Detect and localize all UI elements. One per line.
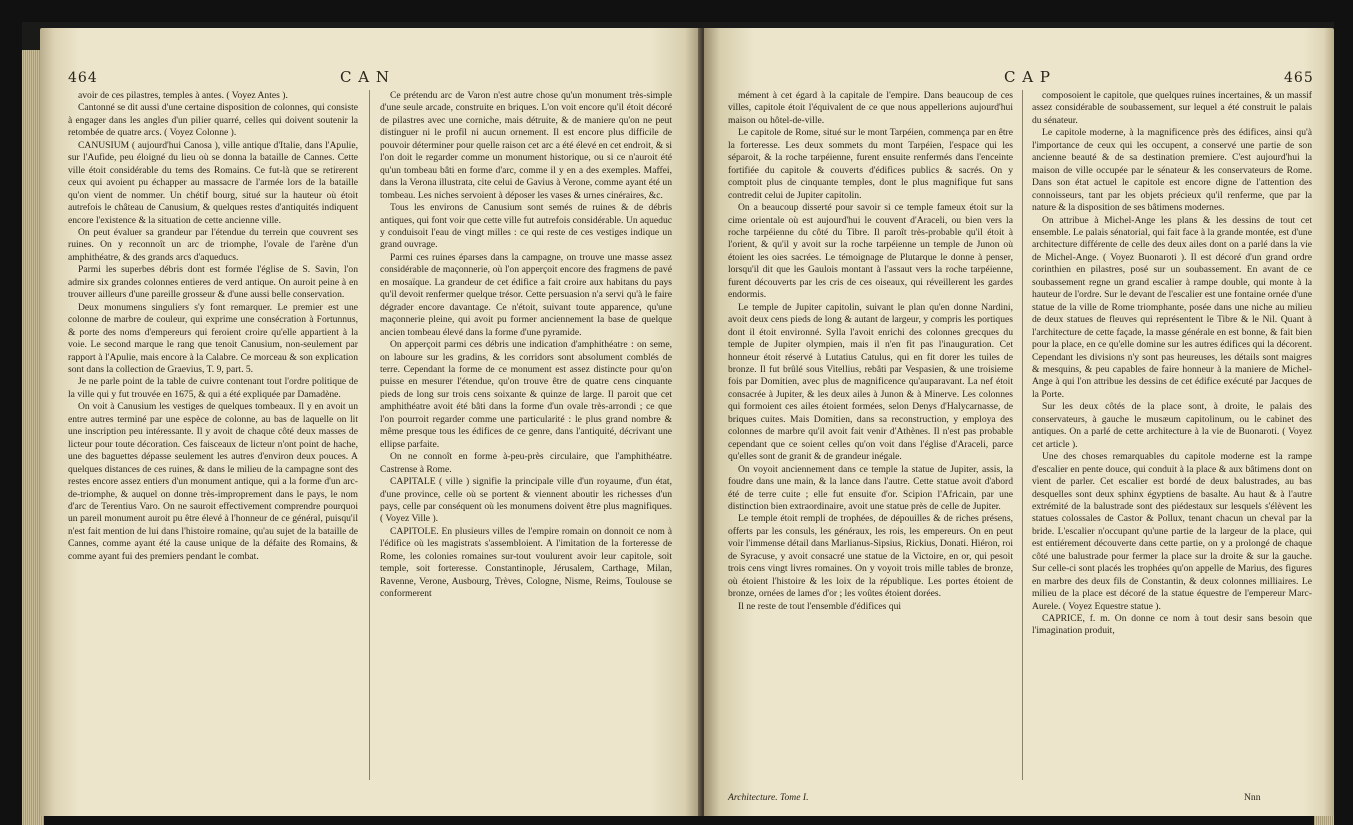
paragraph: composoient le capitole, que quelques ruines incertaines, & un massif assez considérable de soubassement, sur lequel a été construit le palais du sénateur. <box>1032 90 1312 126</box>
paragraph: Tous les environs de Canusium sont semés de ruines & de débris antiques, qui font voir que cette ville fut autrefois considérable. Un aqueduc y conduisoit l'eau de vingt milles : ce qui reste de ces vestiges indique un grand ouvrage. <box>380 202 672 251</box>
paragraph: On a beaucoup disserté pour savoir si ce temple fameux étoit sur la cime orientale où est aujourd'hui le couvent d'Araceli, ou bien vers la roche tarpéienne du côté du Tibre. Il paroît très-probable qu'il étoit à l'orient, & qu'il y avoit sur la roche tarpéienne un temple de Junon où étoient les oies sacrées. Le témoignage de Plutarque le donne à penser, lorsqu'il dit que les Gaulois montant à l'assaut vers la roche tarpéienne, furent découverts par les cris de ces oiseaux, qui réveillerent les gardes endormis. <box>728 202 1013 301</box>
right-page <box>704 28 1334 816</box>
paragraph: Le temple étoit rempli de trophées, de dépouilles & de riches présens, offerts par les consuls, les généraux, les rois, les empereurs. On en peut voir l'immense détail dans Marlianus-Sipsius, Rickius, Donati. Hiéron, roi de Syracuse, y avoit consacré une statue de la Victoire, en or, qui pesoit trois cens vingt livres romaines. On y voyoit trois mille tables de bronze, où étoient l'histoire & les loix de la république. Les portes étoient de bronze, ornées de lames d'or ; les voûtes étoient dorées. <box>728 513 1013 600</box>
paragraph: Parmi les superbes débris dont est formée l'église de S. Savin, l'on admire six grandes colonnes entieres de verd antique. On auroit peine à en trouver ailleurs d'une pareille grosseur & d'une aussi belle conservation. <box>68 264 358 301</box>
footer-signature: Architecture. Tome I. <box>728 792 809 803</box>
paragraph: Il ne reste de tout l'ensemble d'édifices qui <box>738 600 902 612</box>
right-page-number: 465 <box>1284 70 1314 86</box>
paragraph: CAPITOLE. En plusieurs villes de l'empire romain on donnoit ce nom à l'édifice où les magistrats s'assembloient. A l'imitation de la forteresse de Rome, les colonies romaines sur-tout voulurent avoir leur capitole, soit temple, soit forteresse. Constantinople, Jérusalem, Carthage, Milan, Ravenne, Verone, Ausbourg, Trèves, Cologne, Nisme, Reims, Toulouse se conformerent <box>380 525 672 600</box>
paragraph: Ce prétendu arc de Varon n'est autre chose qu'un monument très-simple d'une seule arcade, construite en briques. L'on voit encore qu'il étoit décoré de pilastres avec une corniche, mais détruite, & de maniere qu'on ne peut distinguer ni le profil ni aucun ornement. Il est encore plus difficile de pouvoir déterminer pour quelle raison cet arc a été élevé en cet endroit, & si l'on doit le regarder comme un monument historique, ou si ce n'auroit été qu'un tombeau bâti en forme d'arc, comme il y en a des exemples. Maffei, dans la Verona illustrata, cite celui de Gavius à Verone, comme ayant été un tombeau. Les niches servoient à déposer les vases & urnes cinéraires, &c. <box>380 90 672 201</box>
left-page <box>40 28 702 816</box>
paragraph: Le temple de Jupiter capitolin, suivant le plan qu'en donne Nardini, avoit deux cens pieds de long & autant de largeur, y compris les portiques dont il étoit environné. Sylla l'avoit enrichi des colonnes grecques du temple de Jupiter olympien, mais il n'en fit pas l'inauguration. Cet honneur étoit réservé à Lutatius Catulus, qui en fit dorer les tuiles de bronze. Il fut brûlé sous Vitellius, rebâti par Vespasien, & une troisieme fois par Domitien, avec plus de magnificence qu'auparavant. La nef étoit consacrée à Jupiter, & les deux ailes à Junon & à Minerve. Les colonnes qui formoient ces ailes étoient formées, selon Denys d'Halycarnasse, de briques cuites. Mais Domitien, dans sa reconstruction, y employa des colonnes de marbre qu'il avoit fait venir d'Athènes. Il n'est pas probable cependant que ce soient celles qu'on voit dans l'église d'Araceli, parce qu'elles sont de granit & de grandeur inégale. <box>728 301 1013 463</box>
right-column-2 <box>1032 90 1312 790</box>
column-rule <box>1022 90 1023 780</box>
paragraph: Cantonné se dit aussi d'une certaine disposition de colonnes, qui consiste à engager dans les angles d'un pilier quarré, celles qui doivent soutenir la retombée de quatre arcs. ( Voyez Colonne ). <box>68 102 358 139</box>
paragraph: On apperçoit parmi ces débris une indication d'amphithéatre : on seme, on laboure sur les gradins, & les corridors sont absolument comblés de terre. Cependant la forme de ce monument est assez distincte pour qu'on puisse en mesurer l'étendue, qu'on trouve être de quatre cens cinquante pieds de long sur trois cens soixante & quinze de large. Il paroit que cet amphithéatre avoit été bâti dans la forme d'un ovale très-arrondi ; ce que l'on pourroit regarder comme une particularité : le plus grand nombre & même presque tous les édifices de ce genre, dans l'antiquité, décrivant une ellipse parfaite. <box>380 339 672 450</box>
paragraph: Je ne parle point de la table de cuivre contenant tout l'ordre politique de la ville qui y fut trouvée en 1675, & qui a été expliquée par Damadène. <box>68 376 358 400</box>
left-column-2 <box>380 90 672 790</box>
right-running-head: C A P <box>1004 68 1051 86</box>
paragraph: CAPRICE, f. m. On donne ce nom à tout desir sans besoin que l'imagination produit, <box>1032 613 1312 637</box>
left-column-1 <box>68 90 358 790</box>
paragraph: Le capitole moderne, à la magnificence près des édifices, ainsi qu'à l'importance de ceux qui les occupent, a conservé une partie de son ancienne beauté & de sa destination premiere. C'est aujourd'hui la maison de ville occupée par le sénateur & les conservateurs de Rome. Dans son état actuel le capitole est encore digne de l'attention des connoisseurs, tant par les objets précieux qu'il renferme, que par la nature & la disposition de ses bâtimens modernes. <box>1032 127 1312 214</box>
paragraph: On peut évaluer sa grandeur par l'étendue du terrein que couvrent ses ruines. On y reconnoît un arc de triomphe, l'ovale de l'arène d'un amphithéatre, & des grands arcs d'aqueducs. <box>68 226 358 263</box>
paragraph: Parmi ces ruines éparses dans la campagne, on trouve une masse assez considérable de maçonnerie, où l'on apperçoit encore des fragmens de pavé en mosaïque. La grandeur de cet édifice a fait croire aux habitans du pays qu'il devoit renfermer quelque trésor. Cette persuasion n'a servi qu'à le faire dégrader encore davantage. Ce n'étoit, suivant toute apparence, qu'une maçonnerie pleine, qui avoit pu former anciennement la base de quelque ancien tombeau élevé dans la forme d'une pyramide. <box>380 251 672 338</box>
paragraph: avoir de ces pilastres, temples à antes. ( Voyez Antes ). <box>78 90 288 101</box>
paragraph: CAPITALE ( ville ) signifie la principale ville d'un royaume, d'un état, d'une province, celle où se portent & viennent aboutir les richesses d'un pays, celle par conséquent où les monumens doivent être plus magnifiques. ( Voyez Ville ). <box>380 476 672 525</box>
footer-gathering-mark: Nnn <box>1244 792 1261 803</box>
column-rule <box>369 90 370 780</box>
left-page-number: 464 <box>68 70 98 86</box>
paragraph: On ne connoît en forme à-peu-près circulaire, que l'amphithéatre. Castrense à Rome. <box>380 451 672 475</box>
left-running-head: C A N <box>340 68 390 86</box>
paragraph: On attribue à Michel-Ange les plans & les dessins de tout cet ensemble. Le palais sénatorial, qui fait face à la grande montée, est d'une architecture différente de celle des deux ailes dont on a parlé dans la vie de Michel-Ange. ( Voyez Buonaroti ). Il est décoré d'un grand ordre corinthien en pilastres, posé sur un soubassement. En avant de ce soubassement regne un grand escalier à rampe double, qui monte à la hauteur de l'ordre. Sur le devant de l'escalier est une fontaine ornée d'une statue de la ville de Rome triomphante, posée dans une niche au milieu de deux statues de fleuves qui représentent le Tibre & le Nil. Quant à l'architecture de cette façade, la masse générale en est bonne, & fait bien pour la place, en ce qu'elle domine sur les autres édifices qui la décorent. Cependant les divisions n'y sont pas heureuses, les détails sont maigres & mesquins, & peu capables de faire honneur à la maniere de Michel-Ange à qui l'on attribue les dessins de cet édifice exécuté par Jacques de la Porte. <box>1032 214 1312 400</box>
book-scan <box>22 22 1334 812</box>
paragraph: Le capitole de Rome, situé sur le mont Tarpéien, commença par en être la forteresse. Les deux sommets du mont Tarpéien, l'espace qui les séparoit, & la roche tarpéienne, furent ensuite renfermés dans l'enceinte fortifiée du capitole & couverts d'édifices publics & sacrés. On y comptoit plus de cinquante temples, dont le plus magnifique fut sans contredit celui de Jupiter capitolin. <box>728 127 1013 201</box>
paragraph: Une des choses remarquables du capitole moderne est la rampe d'escalier en pente douce, qui conduit à la place & aux bâtimens dont on vient de parler. Cet escalier est bordé de deux balustrades, au bas desquelles sont deux sphinx égyptiens de basalte. Au haut & à l'autre extrémité de la balustrade sont des piédestaux sur lesquels s'élèvent les statues colossales de Castor & Pollux, tenant chacun un cheval par la bride. L'escalier n'occupant qu'une partie de la largeur de la place, qui est entiérement découverte dans cette partie, on y a prolongé de chaque côté une balustrade pour fermer la place sur la droite & sur la gauche. Sur celle-ci sont placés les trophées qu'on appelle de Marius, des figures en marbre des deux fils de Constantin, & deux colonnes milliaires. Le milieu de la place est décoré de la statue équestre de l'empereur Marc-Aurele. ( Voyez Equestre statue ). <box>1032 451 1312 612</box>
paragraph: mément à cet égard à la capitale de l'empire. Dans beaucoup de ces villes, capitole étoit l'équivalent de ce que nous appellerions aujourd'hui maison ou hôtel-de-ville. <box>728 90 1013 126</box>
paragraph: On voyoit anciennement dans ce temple la statue de Jupiter, assis, la foudre dans une main, & la lance dans l'autre. Cette statue avoit d'abord été de terre cuite ; elle fut ensuite d'or. Scipion l'Africain, par une distinction bien extraordinaire, avoit une statue près de celle de Jupiter. <box>728 463 1013 512</box>
paragraph: CANUSIUM ( aujourd'hui Canosa ), ville antique d'Italie, dans l'Apulie, sur l'Aufide, peu éloigné du lieu où se donna la bataille de Cannes. Cette ville étoit considérable du tems des Romains. Ce fut-là que se retirerent ceux qui avoient pu échapper au massacre de l'armée lors de la bataille qu'on vient de nommer. Un chétif bourg, situé sur la hauteur où étoit autrefois le château de Canusium, & quelques restes d'antiquités indiquent encore l'existence & la situation de cette ancienne ville. <box>68 139 358 226</box>
paragraph: Deux monumens singuliers s'y font remarquer. Le premier est une colonne de marbre de couleur, qui exprime une consécration à Fortunnus, & porte des noms d'empereurs qui feroient croire qu'elle appartient à la voie. Le second marque le rang que tenoit Canusium, non-seulement par rapport à l'Apulie, mais encore à la Calabre. Ce morceau & son explication sont dans la collection de Graevius, T. 9, part. 5. <box>68 301 358 375</box>
paragraph: On voit à Canusium les vestiges de quelques tombeaux. Il y en avoit un entre autres terminé par une espèce de colonne, au bas de laquelle on lit une inscription peu intéressante. Il y avoit de chaque côté deux masses de licteur pour toute décoration. Ces faisceaux de licteur n'ont point de hache, une des baguettes dépasse seulement les autres d'environ deux pouces. A quelques distances de ces ruines, & dans le milieu de la campagne sont des restes encore assez entiers d'un monument antique, qui a la forme d'un arc-de-triomphe, & auquel on donne très-improprement dans le pays, le nom d'arc de Terentius Varo. On ne sauroit effectivement comprendre pourquoi un pareil monument auroit pu être élevé à l'honneur de ce général, puisqu'il n'est fait mention de lui dans l'histoire romaine, qu'au sujet de la bataille de Cannes, comme ayant été la cause unique de la défaite des Romains, & comme ayant fui des premiers pendant le combat. <box>68 401 358 562</box>
right-column-1 <box>728 90 1013 790</box>
paragraph: Sur les deux côtés de la place sont, à droite, le palais des conservateurs, à gauche le musæum capitolinum, ou le cabinet des antiques. On a parlé de cette architecture à la vie de Buonaroti. ( Voyez cet article ). <box>1032 401 1312 450</box>
